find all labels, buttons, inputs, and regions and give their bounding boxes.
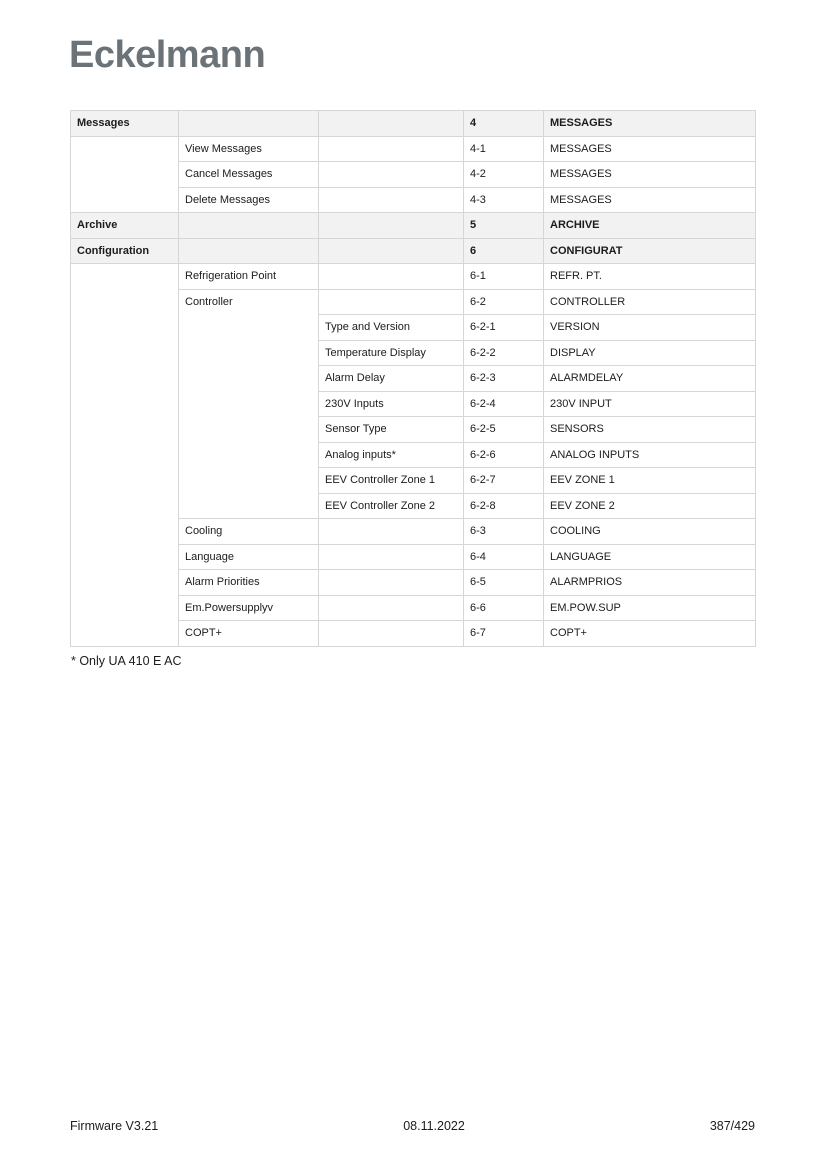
footer-firmware-version: Firmware V3.21	[70, 1119, 159, 1133]
menu-level2-cell: Alarm Priorities	[179, 570, 319, 596]
menu-level3-cell: EEV Controller Zone 2	[319, 493, 464, 519]
menu-display-cell: MESSAGES	[544, 111, 756, 137]
menu-number-cell: 6-5	[464, 570, 544, 596]
menu-level2-cell: Refrigeration Point	[179, 264, 319, 290]
menu-level3-cell	[319, 187, 464, 213]
menu-number-cell: 4	[464, 111, 544, 137]
menu-level3-cell	[319, 570, 464, 596]
menu-level3-cell	[319, 162, 464, 188]
menu-display-cell: VERSION	[544, 315, 756, 341]
menu-number-cell: 6-2-6	[464, 442, 544, 468]
menu-level2-cell: COPT+	[179, 621, 319, 647]
menu-number-cell: 6-2-1	[464, 315, 544, 341]
menu-level1-cell	[71, 264, 179, 647]
menu-number-cell: 4-2	[464, 162, 544, 188]
menu-number-cell: 5	[464, 213, 544, 239]
menu-display-cell: 230V INPUT	[544, 391, 756, 417]
menu-number-cell: 4-1	[464, 136, 544, 162]
menu-level3-cell	[319, 621, 464, 647]
menu-level3-cell	[319, 264, 464, 290]
menu-number-cell: 6-2-3	[464, 366, 544, 392]
menu-level3-cell: Analog inputs*	[319, 442, 464, 468]
menu-display-cell: ARCHIVE	[544, 213, 756, 239]
menu-number-cell: 6-2-5	[464, 417, 544, 443]
menu-number-cell: 6-2-4	[464, 391, 544, 417]
menu-structure-table	[70, 110, 756, 647]
menu-display-cell: CONTROLLER	[544, 289, 756, 315]
menu-level3-cell	[319, 213, 464, 239]
menu-display-cell: DISPLAY	[544, 340, 756, 366]
table-row	[71, 136, 756, 162]
table-footnote: * Only UA 410 E AC	[71, 654, 182, 668]
menu-number-cell: 6-2-2	[464, 340, 544, 366]
menu-display-cell: EEV ZONE 2	[544, 493, 756, 519]
menu-display-cell: SENSORS	[544, 417, 756, 443]
menu-display-cell: MESSAGES	[544, 162, 756, 188]
menu-level1-cell: Configuration	[71, 238, 179, 264]
menu-level2-cell: Cancel Messages	[179, 162, 319, 188]
menu-level3-cell: 230V Inputs	[319, 391, 464, 417]
menu-display-cell: EEV ZONE 1	[544, 468, 756, 494]
table-row	[71, 111, 756, 137]
eckelmann-logo: Eckelmann	[69, 34, 266, 76]
menu-level2-cell: Delete Messages	[179, 187, 319, 213]
menu-level1-cell: Archive	[71, 213, 179, 239]
menu-level3-cell	[319, 289, 464, 315]
menu-level2-cell: View Messages	[179, 136, 319, 162]
menu-level3-cell	[319, 595, 464, 621]
menu-number-cell: 6-6	[464, 595, 544, 621]
menu-table-body	[71, 111, 756, 647]
menu-number-cell: 6-7	[464, 621, 544, 647]
menu-display-cell: COOLING	[544, 519, 756, 545]
menu-level2-cell: Cooling	[179, 519, 319, 545]
menu-level2-cell: Em.Powersupplyv	[179, 595, 319, 621]
menu-level2-cell	[179, 111, 319, 137]
menu-level2-cell: Controller	[179, 289, 319, 519]
menu-number-cell: 6-1	[464, 264, 544, 290]
menu-display-cell: LANGUAGE	[544, 544, 756, 570]
menu-display-cell: ANALOG INPUTS	[544, 442, 756, 468]
menu-level3-cell: Sensor Type	[319, 417, 464, 443]
menu-level3-cell	[319, 519, 464, 545]
table-row	[71, 238, 756, 264]
menu-display-cell: MESSAGES	[544, 136, 756, 162]
menu-display-cell: REFR. PT.	[544, 264, 756, 290]
footer-page-number: 387/429	[709, 1119, 755, 1133]
menu-number-cell: 6	[464, 238, 544, 264]
menu-level3-cell: Alarm Delay	[319, 366, 464, 392]
menu-level3-cell: Temperature Display	[319, 340, 464, 366]
menu-number-cell: 6-3	[464, 519, 544, 545]
table-row	[71, 213, 756, 239]
menu-level3-cell	[319, 238, 464, 264]
menu-level3-cell	[319, 111, 464, 137]
menu-number-cell: 4-3	[464, 187, 544, 213]
menu-display-cell: CONFIGURAT	[544, 238, 756, 264]
menu-level2-cell	[179, 213, 319, 239]
menu-level2-cell: Language	[179, 544, 319, 570]
menu-number-cell: 6-2-8	[464, 493, 544, 519]
menu-number-cell: 6-4	[464, 544, 544, 570]
menu-display-cell: COPT+	[544, 621, 756, 647]
menu-level1-cell	[71, 136, 179, 213]
menu-level3-cell: Type and Version	[319, 315, 464, 341]
menu-level3-cell: EEV Controller Zone 1	[319, 468, 464, 494]
menu-level3-cell	[319, 136, 464, 162]
table-row	[71, 264, 756, 290]
menu-display-cell: MESSAGES	[544, 187, 756, 213]
page-footer	[70, 1119, 755, 1133]
menu-level3-cell	[319, 544, 464, 570]
menu-display-cell: ALARMDELAY	[544, 366, 756, 392]
menu-level2-cell	[179, 238, 319, 264]
footer-date: 08.11.2022	[403, 1119, 465, 1133]
menu-display-cell: ALARMPRIOS	[544, 570, 756, 596]
menu-level1-cell: Messages	[71, 111, 179, 137]
menu-display-cell: EM.POW.SUP	[544, 595, 756, 621]
menu-number-cell: 6-2-7	[464, 468, 544, 494]
menu-number-cell: 6-2	[464, 289, 544, 315]
